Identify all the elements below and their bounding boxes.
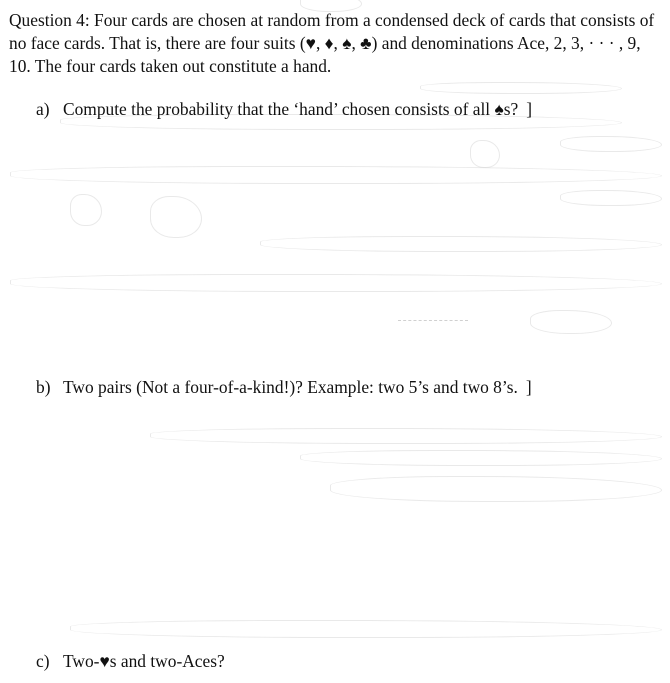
bleed-through-mark — [420, 82, 622, 94]
bleed-through-mark — [330, 476, 662, 502]
question-text: Question 4: Four cards are chosen at random from a condensed deck of cards that consists of no face cards. That is, there are four suits (♥, ♦, ♠, ♣) and denominations Ace, 2, 3, · · · , 9, 10. The four cards taken out constitute a hand. — [9, 10, 655, 76]
bleed-through-mark — [530, 310, 612, 334]
part-c — [36, 650, 225, 673]
part-b-label: b) — [36, 377, 51, 397]
part-b-text: Two pairs (Not a four-of-a-kind!)? Example: two 5’s and two 8’s. — [63, 377, 518, 397]
part-a — [36, 98, 532, 121]
part-b — [36, 376, 532, 399]
bleed-through-mark — [70, 620, 662, 638]
part-a-label: a) — [36, 99, 50, 119]
bleed-through-mark — [10, 166, 662, 184]
part-b-bracket: ] — [525, 377, 532, 397]
bleed-through-mark — [260, 236, 662, 252]
bleed-through-mark — [70, 194, 102, 226]
bleed-through-mark — [398, 320, 468, 321]
bleed-through-mark — [300, 450, 662, 466]
part-a-text: Compute the probability that the ‘hand’ chosen consists of all ♠s? — [63, 99, 519, 119]
bleed-through-mark — [470, 140, 500, 168]
bleed-through-mark — [10, 274, 662, 292]
bleed-through-mark — [560, 190, 662, 206]
part-c-label: c) — [36, 651, 50, 671]
bleed-through-mark — [150, 196, 202, 238]
part-a-bracket: ] — [526, 99, 532, 119]
bleed-through-mark — [150, 428, 662, 444]
bleed-through-mark — [560, 136, 662, 152]
part-c-text: Two-♥s and two-Aces? — [63, 651, 225, 671]
